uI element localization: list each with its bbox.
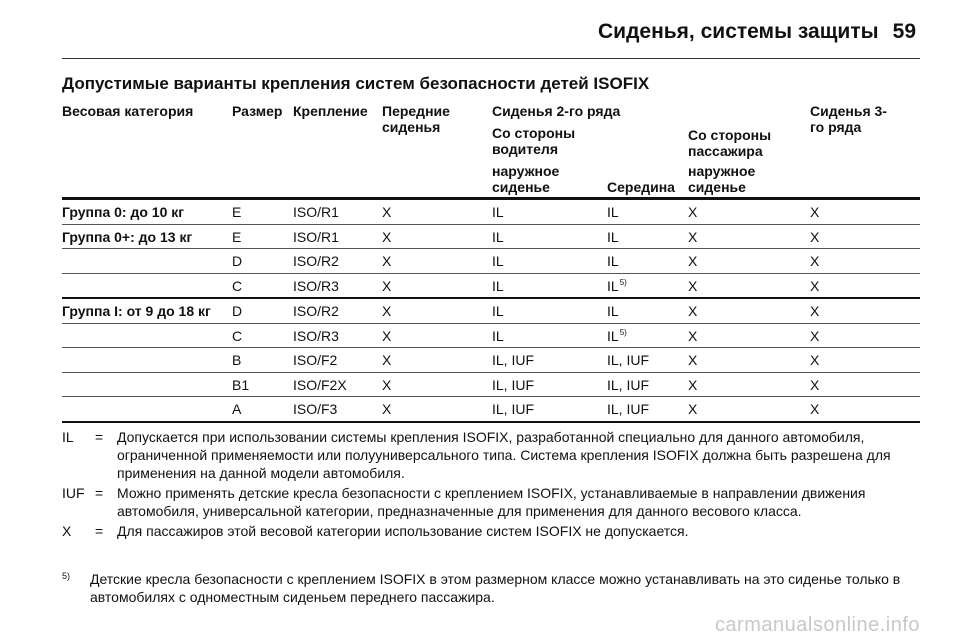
- legend-key: X: [62, 523, 72, 539]
- cell-outer-passenger: X: [688, 376, 698, 393]
- table-row: [62, 324, 920, 349]
- cell-size: C: [232, 277, 243, 294]
- cell-mount: ISO/R1: [293, 204, 339, 220]
- cell-outer-passenger: X: [688, 253, 698, 269]
- cell-size: E: [232, 204, 242, 220]
- cell-outer-driver: IL, IUF: [492, 352, 535, 368]
- cell-outer-passenger: X: [688, 277, 698, 294]
- legend-item: [62, 522, 920, 540]
- cell-front: X: [382, 352, 392, 368]
- table-row: [62, 249, 920, 274]
- cell-middle: IL$^{5)}$: [607, 277, 627, 294]
- table-row: [62, 348, 920, 373]
- cell-front: X: [382, 228, 392, 245]
- cell-size: C: [232, 327, 243, 344]
- table-row: [62, 225, 920, 250]
- cell-row3: X: [810, 277, 820, 294]
- header-front: Передние сиденья: [382, 103, 450, 135]
- cell-row3: X: [810, 401, 820, 417]
- cell-outer-passenger: X: [688, 228, 698, 245]
- header-driver-side: Со стороны водителя: [492, 125, 576, 157]
- table-header: [62, 103, 920, 195]
- cell-front: X: [382, 401, 392, 417]
- cell-outer-driver: IL: [492, 277, 504, 294]
- legend-text: Можно применять детские кресла безопасности с креплением ISOFIX, устанавливаемые в направлении движения автомобиля, универсальной категории, предназначенные для применения для данного весового класса.: [117, 485, 866, 519]
- legend-text: Для пассажиров этой весовой категории использование систем ISOFIX не допускается.: [117, 523, 689, 539]
- section-title: Допустимые варианты крепления систем безопасности детей ISOFIX: [62, 74, 650, 93]
- cell-outer-driver: IL, IUF: [492, 401, 535, 417]
- cell-outer-driver: IL: [492, 228, 504, 245]
- cell-row3: X: [810, 253, 820, 269]
- legend-equals: =: [95, 523, 104, 539]
- cell-outer-driver: IL: [492, 204, 504, 220]
- page-title: Сиденья, системы защиты: [598, 20, 879, 43]
- cell-outer-passenger: X: [688, 352, 698, 368]
- footnote: [62, 570, 920, 606]
- cell-row3: X: [810, 228, 820, 245]
- legend-key: IL: [62, 429, 74, 445]
- cell-front: X: [382, 204, 392, 220]
- header-outer-driver: наружное сиденье: [492, 163, 560, 195]
- cell-middle: IL, IUF: [607, 401, 650, 417]
- table-row: [62, 299, 920, 324]
- cell-size: B1: [232, 376, 250, 393]
- table-row: [62, 397, 920, 423]
- header-passenger-side: Со стороны пассажира: [688, 127, 772, 159]
- cell-mount: ISO/F3: [293, 401, 338, 417]
- footnote-ref: 5): [619, 327, 627, 337]
- header-row3: Сиденья 3-го ряда: [810, 103, 887, 135]
- header-weight: Весовая категория: [62, 103, 194, 119]
- cell-mount: ISO/F2X: [293, 376, 347, 393]
- cell-mount: ISO/R2: [293, 303, 339, 319]
- legend-key: IUF: [62, 485, 85, 501]
- cell-mount: ISO/R3: [293, 277, 339, 294]
- cell-outer-passenger: X: [688, 204, 698, 220]
- cell-front: X: [382, 376, 392, 393]
- legend-equals: =: [95, 429, 104, 445]
- cell-middle: IL: [607, 253, 619, 269]
- cell-front: X: [382, 277, 392, 294]
- cell-row3: X: [810, 352, 820, 368]
- cell-mount: ISO/R1: [293, 228, 339, 245]
- cell-row3: X: [810, 204, 820, 220]
- footnote-mark: 5): [62, 571, 71, 581]
- legend-item: [62, 428, 920, 482]
- cell-front: X: [382, 253, 392, 269]
- cell-size: B: [232, 352, 242, 368]
- cell-group: Группа 0: до 10 кг: [62, 204, 185, 220]
- page-number: 59: [892, 20, 916, 43]
- cell-outer-driver: IL: [492, 303, 504, 319]
- cell-middle: IL, IUF: [607, 352, 650, 368]
- legend-equals: =: [95, 485, 104, 501]
- table-row: [62, 200, 920, 225]
- header-size: Размер: [232, 103, 283, 119]
- header-divider: [62, 58, 920, 59]
- cell-row3: X: [810, 327, 820, 344]
- cell-middle: IL, IUF: [607, 376, 650, 393]
- cell-size: D: [232, 303, 243, 319]
- cell-outer-driver: IL: [492, 327, 504, 344]
- cell-outer-driver: IL, IUF: [492, 376, 535, 393]
- cell-group: Группа 0+: до 13 кг: [62, 228, 193, 245]
- cell-outer-passenger: X: [688, 327, 698, 344]
- cell-size: D: [232, 253, 243, 269]
- cell-row3: X: [810, 376, 820, 393]
- cell-size: A: [232, 401, 242, 417]
- header-mount: Крепление: [293, 103, 368, 119]
- watermark: carmanualsonline.info: [714, 614, 920, 636]
- cell-outer-passenger: X: [688, 401, 698, 417]
- cell-middle: IL$^{5)}$: [607, 327, 627, 344]
- cell-outer-driver: IL: [492, 253, 504, 269]
- footnote-text: Детские кресла безопасности с креплением ISOFIX в этом размерном классе можно устанавливать на это сиденье только в автомобилях с одноместным сиденьем переднего пассажира.: [90, 571, 901, 605]
- cell-mount: ISO/R2: [293, 253, 339, 269]
- cell-front: X: [382, 327, 392, 344]
- isofix-table: [62, 200, 920, 423]
- header-outer-passenger: наружное сиденье: [688, 163, 756, 195]
- legend: [62, 428, 920, 542]
- table-row: [62, 274, 920, 300]
- header-row2: Сиденья 2-го ряда: [492, 103, 621, 119]
- cell-group: Группа I: от 9 до 18 кг: [62, 303, 211, 319]
- cell-outer-passenger: X: [688, 303, 698, 319]
- cell-size: E: [232, 228, 242, 245]
- legend-text: Допускается при использовании системы крепления ISOFIX, разработанной специально для данного автомобиля, ограниченной применяемости или полууниверсального типа. Система крепления ISOFIX должна быть разрешена для применения на данной модели автомобиля.: [117, 429, 891, 481]
- legend-item: [62, 484, 920, 520]
- header-middle: Середина: [607, 179, 675, 195]
- cell-mount: ISO/F2: [293, 352, 338, 368]
- cell-middle: IL: [607, 204, 619, 220]
- cell-row3: X: [810, 303, 820, 319]
- cell-middle: IL: [607, 303, 619, 319]
- cell-middle: IL: [607, 228, 619, 245]
- table-row: [62, 373, 920, 398]
- cell-front: X: [382, 303, 392, 319]
- cell-mount: ISO/R3: [293, 327, 339, 344]
- footnote-ref: 5): [619, 277, 627, 287]
